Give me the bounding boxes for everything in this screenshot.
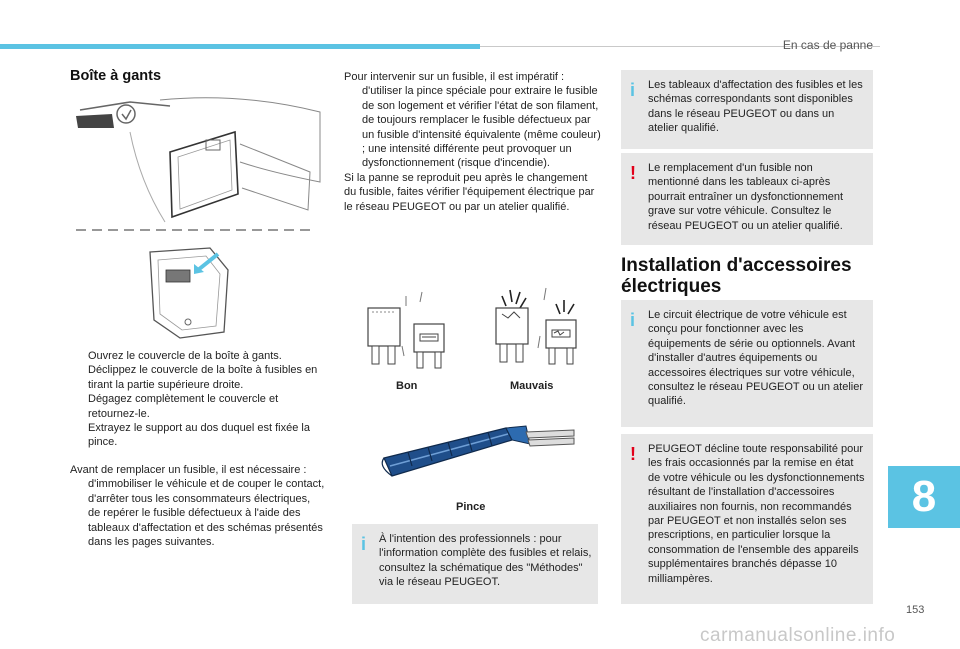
list-item: d'utiliser la pince spéciale pour extraire le fusible de son logement et vérifier l'état de son filament,: [362, 85, 599, 112]
intervention-block: [344, 70, 602, 214]
list-item: d'immobiliser le véhicule et de couper le contact,: [88, 478, 325, 491]
fuse-pliers-illustration: [378, 418, 578, 488]
fusebox-cover-illustration: [140, 240, 240, 340]
before-intro: Avant de remplacer un fusible, il est nécessaire :: [70, 464, 307, 476]
warning-note-responsibility-text: PEUGEOT décline toute responsabilité pour les frais occasionnés par la remise en état de votre véhicule ou les dysfonctionnements résultant de l'installation d'accessoires auxiliaires non fournis, non recommandés par PEUGEOT et non installés selon ses prescriptions, en particulier lorsque la consommation de l'ensemble des appareils supplémentaires branchés dépasse 10 milliampères.: [648, 443, 865, 585]
before-replacement-block: [70, 463, 328, 549]
warning-icon: !: [630, 163, 636, 183]
list-item: de toujours remplacer le fusible défectueux par un fusible d'intensité équivalente (même couleur) ; une intensité différente peut provoquer un dysfonctionnement (risque d'incendie).: [362, 114, 601, 170]
fuse-bad-illustration: [490, 284, 586, 376]
intervention-after: Si la panne se reproduit peu après le changement du fusible, faites vérifier l'équipement électrique par le réseau PEUGEOT ou par un atelier qualifié.: [344, 171, 595, 213]
running-title: En cas de panne: [782, 38, 873, 52]
list-item: Dégagez complètement le couvercle et retournez-le.: [88, 393, 279, 420]
info-note-circuit-text: Le circuit électrique de votre véhicule est conçu pour fonctionner avec les équipements de série ou optionnels. Avant d'installer d'autres équipements ou accessoires électriques sur votre véhicule, consultez le réseau PEUGEOT ou un atelier qualifié.: [648, 309, 864, 408]
page-number: 153: [906, 604, 925, 616]
warning-note-responsibility: [621, 434, 873, 604]
info-icon: i: [361, 534, 367, 554]
glovebox-steps: [70, 349, 328, 450]
label-good-fuse: Bon: [396, 380, 418, 392]
warning-note-replacement-text: Le remplacement d'un fusible non mentionné dans les tableaux ci-après pourrait entraîner un dysfonctionnement grave sur votre véhicule. Consultez le réseau PEUGEOT ou un atelier qualifié.: [648, 162, 844, 232]
info-note-circuit: [621, 300, 873, 427]
section-title-glovebox: Boîte à gants: [70, 68, 162, 84]
glovebox-illustration: [70, 92, 324, 227]
fuse-good-illustration: [362, 290, 458, 376]
header-accent-bar: [0, 44, 480, 49]
professionals-note: [352, 524, 598, 604]
info-note-tables: [621, 70, 873, 149]
info-note-tables-text: Les tableaux d'affectation des fusibles et les schémas correspondants sont disponibles dans le réseau PEUGEOT ou dans un atelier qualifié.: [648, 79, 863, 135]
info-icon: i: [630, 310, 636, 330]
info-icon: i: [630, 80, 636, 100]
warning-note-replacement: [621, 153, 873, 245]
list-item: de repérer le fusible défectueux à l'aide des tableaux d'affectation et des schémas présentés dans les pages suivantes.: [88, 507, 323, 549]
list-item: d'arrêter tous les consommateurs électriques,: [88, 492, 311, 505]
chapter-tab: 8: [888, 466, 960, 528]
list-item: Extrayez le support au dos duquel est fixée la pince.: [88, 422, 310, 449]
intervention-intro: Pour intervenir sur un fusible, il est impératif :: [344, 71, 565, 83]
list-item: Ouvrez le couvercle de la boîte à gants.: [88, 350, 282, 362]
watermark: carmanualsonline.info: [700, 625, 896, 646]
separator-dashed-line: [76, 228, 316, 232]
section-title-accessories: Installation d'accessoires électriques: [621, 255, 852, 297]
professionals-note-text: À l'intention des professionnels : pour l'information complète des fusibles et relais, consultez la schématique des "Méthodes" via le réseau PEUGEOT.: [379, 533, 592, 589]
label-bad-fuse: Mauvais: [510, 380, 554, 392]
list-item: Déclippez le couvercle de la boîte à fusibles en tirant la partie supérieure droite.: [88, 364, 318, 391]
label-pliers: Pince: [456, 501, 486, 513]
warning-icon: !: [630, 444, 636, 464]
